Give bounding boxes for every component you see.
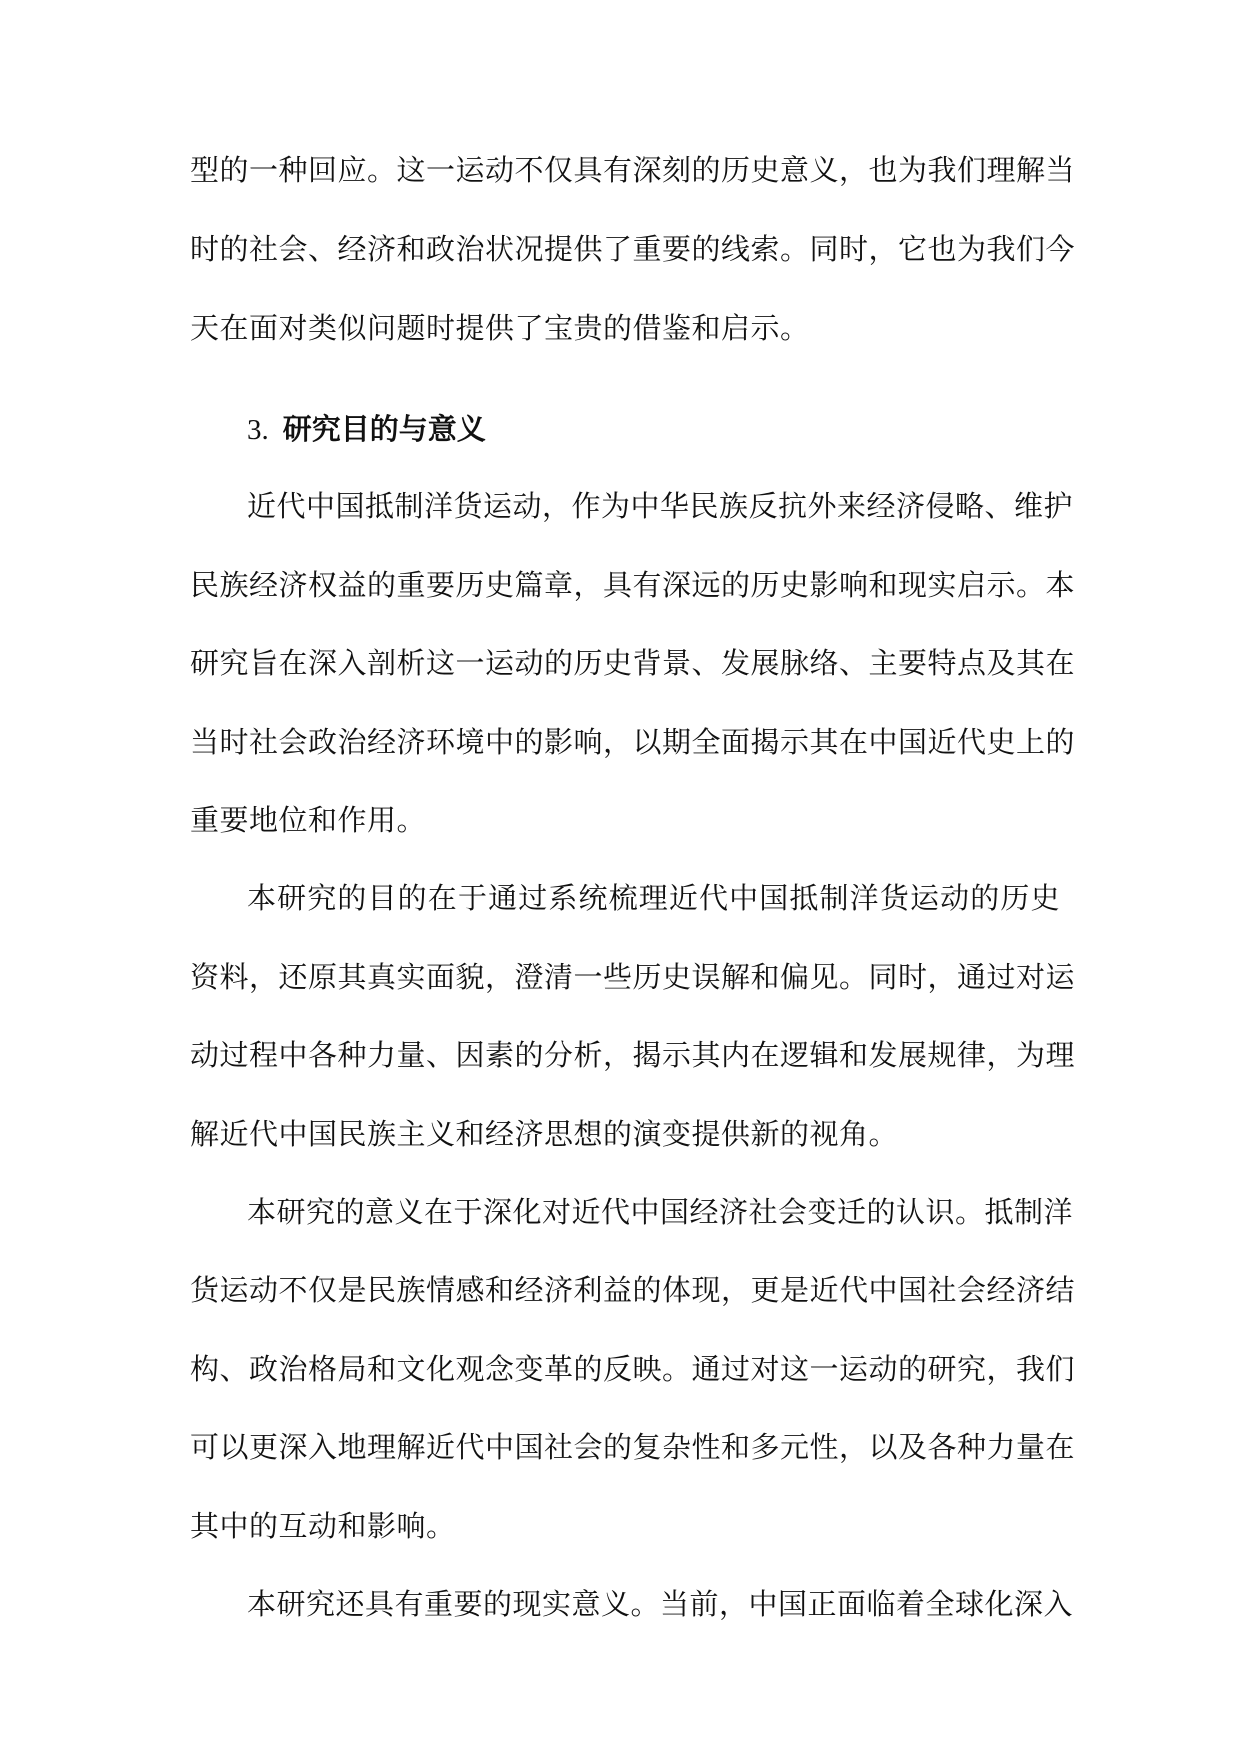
- paragraph-line: 解近代中国民族主义和经济思想的演变提供新的视角。: [190, 1117, 899, 1151]
- paragraph-line: 本研究的意义在于深化对近代中国经济社会变迁的认识。抵制洋: [247, 1195, 1074, 1229]
- section-title: 研究目的与意义: [282, 412, 486, 446]
- paragraph-line: 构、政治格局和文化观念变革的反映。通过对这一运动的研究，我们: [190, 1352, 1076, 1386]
- paragraph-line: 本研究的目的在于通过系统梳理近代中国抵制洋货运动的历史: [247, 881, 1060, 915]
- paragraph-line: 天在面对类似问题时提供了宝贵的借鉴和启示。: [190, 311, 810, 345]
- paragraph-line: 时的社会、经济和政治状况提供了重要的线索。同时，它也为我们今: [190, 232, 1076, 266]
- paragraph-line: 其中的互动和影响。: [190, 1509, 456, 1543]
- paragraph-line: 动过程中各种力量、因素的分析，揭示其内在逻辑和发展规律，为理: [190, 1038, 1076, 1072]
- paragraph-line: 近代中国抵制洋货运动，作为中华民族反抗外来经济侵略、维护: [247, 489, 1074, 523]
- paragraph-line: 民族经济权益的重要历史篇章，具有深远的历史影响和现实启示。本: [190, 568, 1076, 602]
- paragraph-line: 可以更深入地理解近代中国社会的复杂性和多元性，以及各种力量在: [190, 1430, 1076, 1464]
- paragraph-line: 研究旨在深入剖析这一运动的历史背景、发展脉络、主要特点及其在: [190, 646, 1076, 680]
- paragraph-line: 当时社会政治经济环境中的影响，以期全面揭示其在中国近代史上的: [190, 725, 1076, 759]
- section-number: 3.: [247, 414, 269, 446]
- section-heading: [247, 409, 486, 449]
- paragraph-line: 本研究还具有重要的现实意义。当前，中国正面临着全球化深入: [247, 1587, 1074, 1621]
- paragraph-line: 资料，还原其真实面貌，澄清一些历史误解和偏见。同时，通过对运: [190, 960, 1076, 994]
- paragraph-line: 重要地位和作用。: [190, 803, 427, 837]
- paragraph-line: 型的一种回应。这一运动不仅具有深刻的历史意义，也为我们理解当: [190, 153, 1076, 187]
- paragraph-line: 货运动不仅是民族情感和经济利益的体现，更是近代中国社会经济结: [190, 1273, 1076, 1307]
